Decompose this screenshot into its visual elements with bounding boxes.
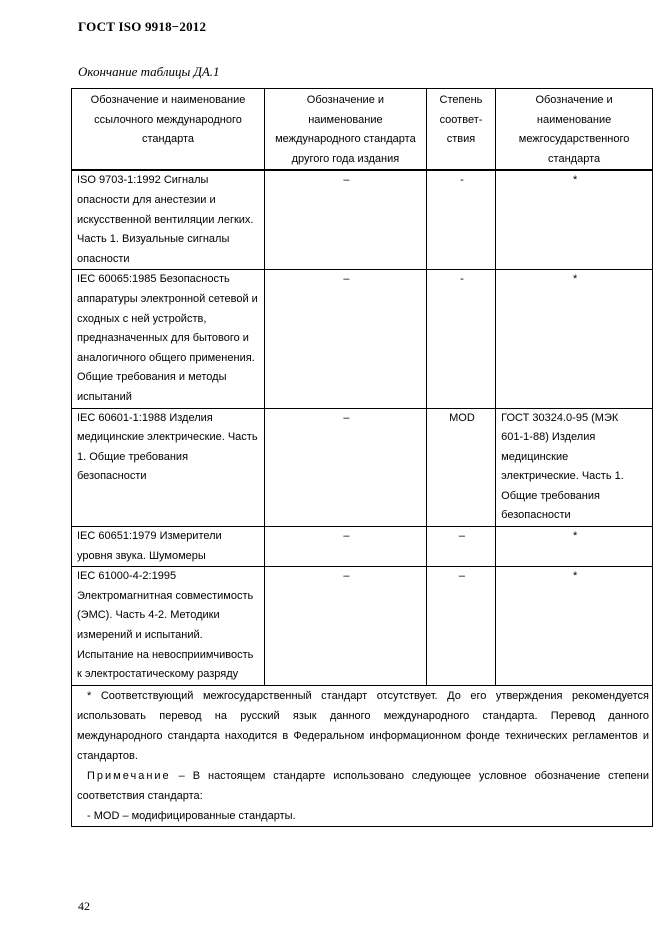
cell-line: безопасности bbox=[501, 509, 571, 522]
footnote-line: международного стандарта находится в Федеральном информационном фонде технических регламентов и bbox=[77, 729, 649, 742]
cell-line: предназначенных для бытового и bbox=[77, 332, 249, 345]
cell-line: искусственной вентиляции легких. bbox=[77, 213, 254, 226]
header-line: ссылочного международного bbox=[94, 113, 242, 126]
cell-other-year: – bbox=[264, 527, 426, 567]
cell-other-year: – bbox=[264, 408, 426, 527]
cell-ref-standard bbox=[72, 567, 265, 686]
cell-line: Общие требования bbox=[501, 489, 600, 502]
header-line: другого года издания bbox=[291, 152, 400, 165]
cell-other-year: – bbox=[264, 270, 426, 408]
cell-other-year: – bbox=[264, 567, 426, 686]
cell-line: * bbox=[572, 530, 578, 543]
cell-line: IEC 60651:1979 Измерители bbox=[77, 530, 222, 543]
cell-degree: - bbox=[426, 270, 495, 408]
cell-line: IEC 60065:1985 Безопасность bbox=[77, 273, 230, 286]
cell-line: * bbox=[572, 570, 578, 583]
cell-interstate bbox=[496, 408, 653, 527]
header-ref-standard bbox=[72, 89, 265, 171]
header-line: Обозначение и bbox=[306, 94, 385, 106]
footnote-line: использовать перевод на русский язык данного международного стандарта. Перевод данного bbox=[77, 709, 649, 722]
note-line bbox=[77, 766, 649, 786]
header-line: стандарта bbox=[548, 152, 601, 165]
cell-degree: – bbox=[426, 527, 495, 567]
standards-table bbox=[71, 88, 653, 827]
footnote-cell bbox=[72, 685, 653, 826]
cell-ref-standard bbox=[72, 527, 265, 567]
cell-line: аппаратуры электронной сетевой и bbox=[77, 292, 258, 305]
cell-line: ISO 9703-1:1992 Сигналы bbox=[77, 174, 209, 187]
cell-degree: - bbox=[426, 170, 495, 269]
table-row bbox=[72, 527, 653, 567]
cell-interstate bbox=[496, 170, 653, 269]
cell-line: ГОСТ 30324.0-95 (МЭК bbox=[501, 411, 619, 424]
note-item: - MOD – модифицированные стандарты. bbox=[87, 809, 296, 822]
table-header-row bbox=[72, 89, 653, 171]
table-caption: Окончание таблицы ДА.1 bbox=[78, 64, 220, 79]
cell-line: медицинские электрические. Часть bbox=[77, 431, 258, 444]
cell-line: * bbox=[572, 273, 578, 286]
header-line: межгосударственного bbox=[518, 133, 630, 146]
note-text: – В настоящем стандарте использовано следующее условное обозначение степени bbox=[170, 769, 649, 782]
cell-line: (ЭМС). Часть 4-2. Методики bbox=[77, 609, 220, 622]
table-row bbox=[72, 408, 653, 527]
footnote-row bbox=[72, 685, 653, 826]
cell-line: электрические. Часть 1. bbox=[501, 470, 624, 483]
table-row bbox=[72, 270, 653, 408]
cell-line: медицинские bbox=[501, 450, 569, 463]
header-line: международного стандарта bbox=[275, 133, 416, 146]
table-row bbox=[72, 567, 653, 686]
cell-line: аналогичного общего применения. bbox=[77, 351, 255, 364]
cell-interstate bbox=[496, 567, 653, 686]
footnote-line: * Соответствующий межгосударственный стандарт отсутствует. До его утверждения рекомендуется bbox=[87, 689, 649, 702]
header-other-year bbox=[264, 89, 426, 171]
cell-degree: – bbox=[426, 567, 495, 686]
cell-ref-standard bbox=[72, 170, 265, 269]
header-line: Обозначение и bbox=[535, 94, 613, 106]
cell-other-year: – bbox=[264, 170, 426, 269]
cell-line: к электростатическому разряду bbox=[77, 668, 239, 681]
cell-line: Часть 1. Визуальные сигналы bbox=[77, 233, 230, 246]
header-interstate-standard bbox=[496, 89, 653, 171]
cell-line: 1. Общие требования bbox=[77, 450, 189, 463]
table-row bbox=[72, 170, 653, 269]
cell-degree: MOD bbox=[426, 408, 495, 527]
cell-line: IEC 61000-4-2:1995 bbox=[77, 570, 177, 583]
header-line: Обозначение и наименование bbox=[90, 94, 246, 106]
cell-line: IEC 60601-1:1988 Изделия bbox=[77, 411, 213, 424]
header-line: Степень bbox=[439, 94, 483, 106]
cell-line: сходных с ней устройств, bbox=[77, 312, 207, 325]
footnote-line: стандартов. bbox=[77, 749, 138, 762]
page-number: 42 bbox=[78, 899, 90, 913]
note-label: Примечание bbox=[87, 769, 171, 782]
cell-ref-standard bbox=[72, 408, 265, 527]
cell-line: испытаний bbox=[77, 390, 132, 403]
header-line: ствия bbox=[446, 133, 476, 146]
cell-line: измерений и испытаний. bbox=[77, 629, 203, 642]
note-line: соответствия стандарта: bbox=[77, 789, 203, 802]
cell-line: безопасности bbox=[77, 470, 147, 483]
cell-line: 601-1-88) Изделия bbox=[501, 431, 596, 444]
cell-line: Общие требования и методы bbox=[77, 371, 227, 384]
header-degree bbox=[426, 89, 495, 171]
header-line: наименование bbox=[536, 113, 612, 126]
cell-line: Испытание на невосприимчивость bbox=[77, 648, 254, 661]
cell-interstate bbox=[496, 527, 653, 567]
header-line: соответ- bbox=[439, 113, 483, 126]
cell-line: уровня звука. Шумомеры bbox=[77, 549, 206, 562]
cell-interstate bbox=[496, 270, 653, 408]
cell-ref-standard bbox=[72, 270, 265, 408]
cell-line: опасности bbox=[77, 252, 130, 265]
cell-line: опасности для анестезии и bbox=[77, 193, 216, 206]
header-line: стандарта bbox=[141, 133, 195, 146]
header-line: наименование bbox=[308, 113, 383, 126]
cell-line: Электромагнитная совместимость bbox=[77, 589, 254, 602]
cell-line: * bbox=[572, 174, 578, 187]
document-header: ГОСТ ISO 9918−2012 bbox=[78, 19, 207, 34]
